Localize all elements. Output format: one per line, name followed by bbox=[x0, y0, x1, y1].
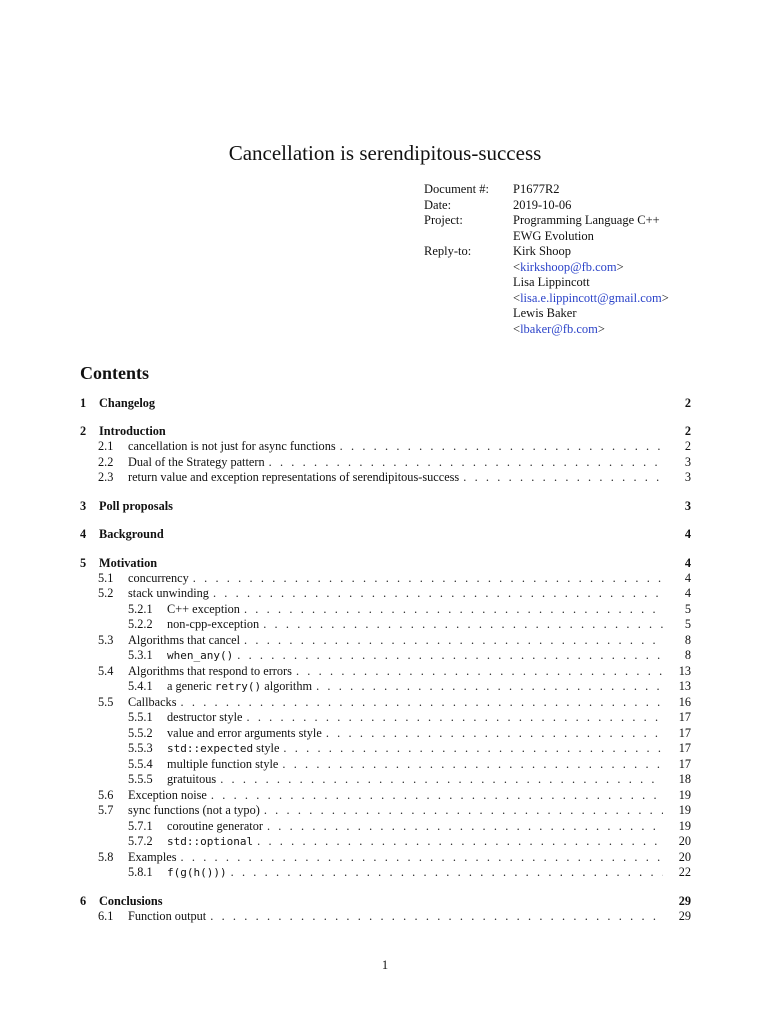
toc-entry[interactable]: 5.5.5 gratuitous . . . 18 bbox=[80, 772, 691, 788]
toc-entry[interactable]: 2.2 Dual of the Strategy pattern . . . 3 bbox=[80, 455, 691, 471]
author-name: Lewis Baker bbox=[513, 306, 577, 320]
meta-project-value: Programming Language C++ bbox=[513, 213, 660, 227]
toc-entry[interactable]: 5.4.1 a generic retry() algorithm . . . 13 bbox=[80, 679, 691, 695]
meta-project-group: EWG Evolution bbox=[513, 228, 594, 243]
page-number: 1 bbox=[381, 958, 389, 972]
author-email-link[interactable]: lbaker@fb.com bbox=[520, 321, 598, 336]
toc-section[interactable]: 4 Background 4 bbox=[80, 527, 691, 542]
meta-document-label: Document #: bbox=[424, 182, 489, 196]
toc-entry[interactable]: 5.1 concurrency . . . 4 bbox=[80, 571, 691, 587]
author-name: Lisa Lippincott bbox=[513, 275, 590, 289]
toc-entry[interactable]: 6.1 Function output . . . 29 bbox=[80, 909, 691, 925]
toc-section[interactable]: 2 Introduction 2 bbox=[80, 424, 691, 439]
toc-entry[interactable]: 2.3 return value and exception representations of serendipitous-success . . . 3 bbox=[80, 470, 691, 486]
toc-entry[interactable]: 5.5.4 multiple function style . . . 17 bbox=[80, 757, 691, 773]
toc-entry[interactable]: 5.2.2 non-cpp-exception . . . 5 bbox=[80, 617, 691, 633]
toc-entry[interactable]: 5.6 Exception noise . . . 19 bbox=[80, 788, 691, 804]
contents-heading: Contents bbox=[80, 363, 150, 383]
toc-entry[interactable]: 5.7.1 coroutine generator . . . 19 bbox=[80, 819, 691, 835]
toc-entry[interactable]: 5.7 sync functions (not a typo) . . . 19 bbox=[80, 803, 691, 819]
toc-entry[interactable]: 5.3 Algorithms that cancel . . . 8 bbox=[80, 633, 691, 649]
meta-project-row bbox=[424, 213, 669, 229]
toc-entry[interactable]: 5.5.2 value and error arguments style . . . 17 bbox=[80, 726, 691, 742]
author-email-link[interactable]: kirkshoop@fb.com bbox=[520, 259, 617, 274]
meta-document-row bbox=[424, 182, 669, 198]
document-title: Cancellation is serendipitous-success bbox=[228, 141, 542, 165]
table-of-contents bbox=[80, 395, 691, 924]
toc-entry[interactable]: 5.7.2 std::optional . . . 20 bbox=[80, 834, 691, 850]
meta-date-label: Date: bbox=[424, 197, 452, 212]
toc-entry[interactable]: 5.3.1 when_any() . . . 8 bbox=[80, 648, 691, 664]
toc-entry[interactable]: 5.5.3 std::expected style . . . 17 bbox=[80, 741, 691, 757]
toc-entry[interactable]: 5.8.1 f(g(h())) . . . 22 bbox=[80, 865, 691, 881]
author-email-link[interactable]: lisa.e.lippincott@gmail.com bbox=[520, 290, 662, 305]
toc-entry[interactable]: 5.5 Callbacks . . . 16 bbox=[80, 695, 691, 711]
toc-section[interactable]: 3 Poll proposals 3 bbox=[80, 499, 691, 514]
toc-section[interactable]: 6 Conclusions 29 bbox=[80, 893, 691, 908]
meta-reply-row bbox=[424, 244, 669, 260]
metadata-block: Document #: P1677R2 Date: 2019-10-06 Project: Programming Language C++ EWG Evolution Reply-to: Kirk Shoop <kirkshoop@fb.com> Lisa Lippincott <lisa.e.lippincott@gmail.com> Lewis Baker <lbaker@fb.com> bbox=[424, 182, 669, 336]
toc-entry[interactable]: 5.8 Examples . . . 20 bbox=[80, 850, 691, 866]
meta-project-label: Project: bbox=[424, 213, 463, 227]
toc-entry[interactable]: 5.4 Algorithms that respond to errors . . . 13 bbox=[80, 664, 691, 680]
meta-reply-label: Reply-to: bbox=[424, 244, 472, 258]
author-name: Kirk Shoop bbox=[513, 244, 571, 258]
meta-document-value: P1677R2 bbox=[513, 182, 560, 196]
meta-date-value: 2019-10-06 bbox=[513, 197, 572, 212]
toc-entry[interactable]: 5.2 stack unwinding . . . 4 bbox=[80, 586, 691, 602]
toc-entry[interactable]: 5.2.1 C++ exception . . . 5 bbox=[80, 602, 691, 618]
toc-section[interactable]: 5 Motivation 4 bbox=[80, 555, 691, 570]
meta-date-row bbox=[424, 198, 669, 214]
toc-entry[interactable]: 2.1 cancellation is not just for async functions . . . 2 bbox=[80, 439, 691, 455]
toc-section[interactable]: 1 Changelog 2 bbox=[80, 396, 691, 410]
meta-project-group-row bbox=[424, 229, 669, 245]
toc-entry[interactable]: 5.5.1 destructor style . . . 17 bbox=[80, 710, 691, 726]
